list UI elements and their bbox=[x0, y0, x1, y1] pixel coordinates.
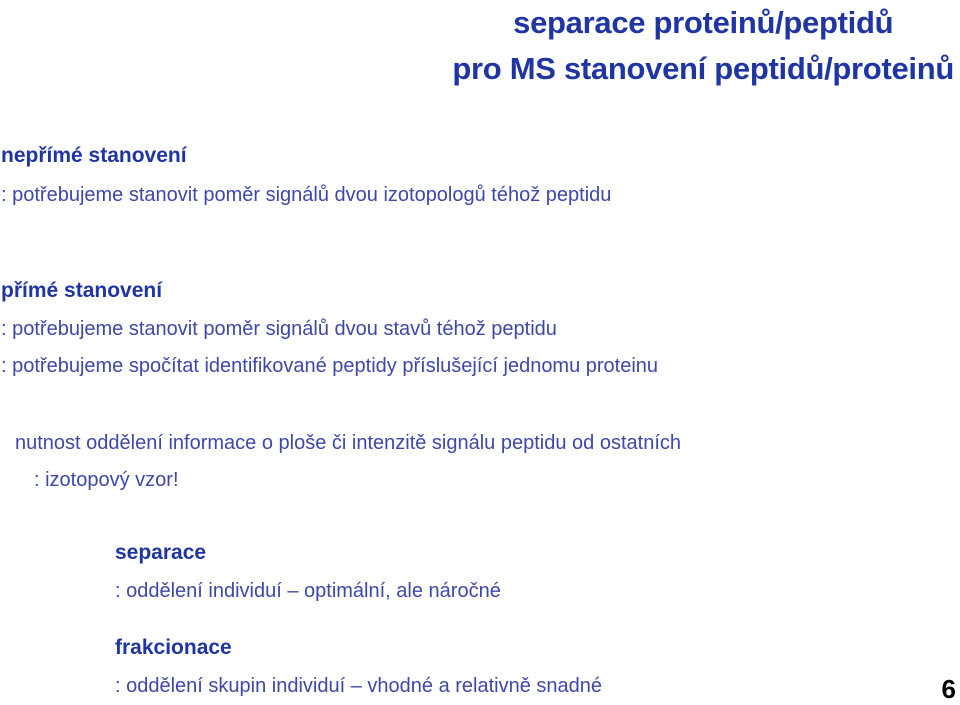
separation-heading: separace bbox=[115, 541, 207, 564]
direct-line-1: : potřebujeme stanovit poměr signálů dvou stavů téhož peptidu bbox=[1, 318, 557, 340]
slide-title bbox=[452, 0, 954, 92]
title-line-2: pro MS stanovení peptidů/proteinů bbox=[452, 51, 954, 86]
indirect-heading: nepřímé stanovení bbox=[1, 144, 187, 167]
direct-heading: přímé stanovení bbox=[1, 279, 163, 302]
fractionation-heading: frakcionace bbox=[115, 636, 232, 659]
separation-need-line-1: nutnost oddělení informace o ploše či intenzitě signálu peptidu od ostatních bbox=[15, 432, 681, 454]
title-line-1: separace proteinů/peptidů bbox=[513, 5, 894, 40]
page-number: 6 bbox=[941, 674, 956, 704]
fractionation-line-1: : oddělení skupin individuí – vhodné a relativně snadné bbox=[115, 675, 603, 697]
separation-line-1: : oddělení individuí – optimální, ale náročné bbox=[115, 580, 501, 602]
separation-need-line-2: : izotopový vzor! bbox=[34, 469, 179, 491]
direct-line-2: : potřebujeme spočítat identifikované peptidy příslušející jednomu proteinu bbox=[1, 355, 659, 377]
indirect-line-1: : potřebujeme stanovit poměr signálů dvou izotopologů téhož peptidu bbox=[1, 184, 612, 206]
